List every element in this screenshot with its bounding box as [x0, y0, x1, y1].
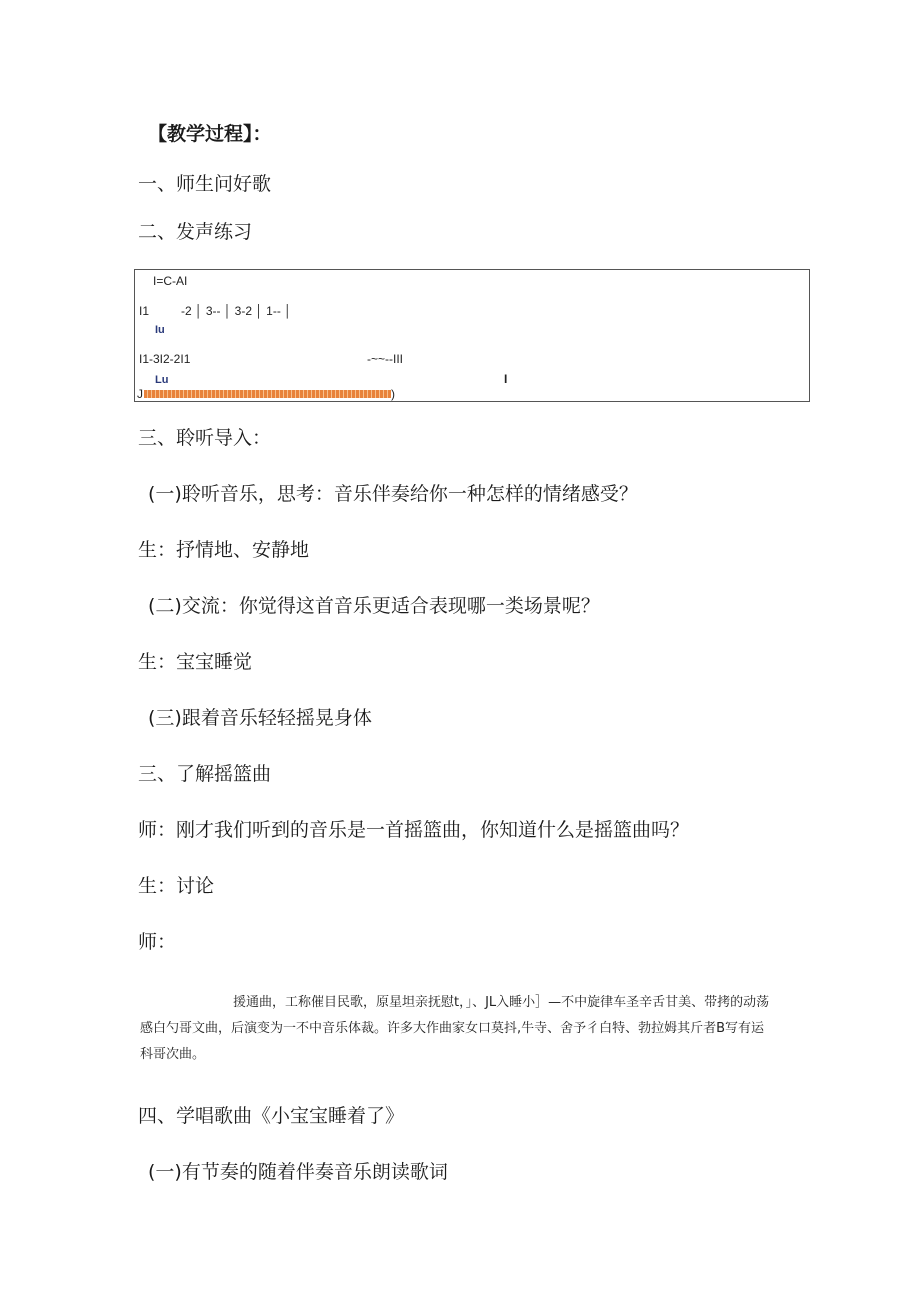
answer-1: 生：抒情地、安静地	[138, 539, 310, 561]
student-line: 生：讨论	[138, 875, 215, 897]
score-row2-start: I1-3I2-2I1	[139, 352, 191, 366]
answer-2: 生：宝宝睡觉	[138, 651, 253, 673]
score-row1-start: I1	[139, 304, 150, 318]
section-heading: 【教学过程】：	[148, 123, 272, 145]
score-key: I=C-AI	[153, 274, 188, 288]
definition-line-2: 感白勺哥文曲，后演变为一不中音乐体裁。许多大作曲家女口莫抖,牛寺、舍予彳白特、勃拉姆其斤者B写有运	[140, 1021, 765, 1036]
section-2-title: 二、发声练习	[138, 221, 253, 243]
teacher-line-1: 师：刚才我们听到的音乐是一首摇篮曲，你知道什么是摇篮曲吗？	[138, 819, 690, 841]
score-bar-start: J	[137, 387, 143, 401]
definition-line-3: 科哥次曲。	[140, 1047, 206, 1062]
definition-line-1: 援通曲，工称催目民歌，原星坦亲抚慰t，」、JL入睡小］—不中旋律车圣辛舌甘美、带拷的动荡	[233, 995, 770, 1010]
question-2: (二)交流：你觉得这首音乐更适合表现哪一类场景呢？	[148, 595, 600, 617]
question-3: (三)跟着音乐轻轻摇晃身体	[148, 707, 372, 729]
score-lyric-lu2: Lu	[155, 374, 169, 386]
score-row1-notes: -2 │ 3-- │ 3-2 │ 1-- │	[181, 304, 292, 318]
score-bar-end: )	[391, 387, 395, 401]
vocal-exercise-score	[134, 269, 810, 402]
highlight-bar	[144, 390, 391, 398]
teacher-line-2: 师：	[138, 931, 177, 953]
score-mark: I	[504, 372, 508, 386]
section-4-title: 四、学唱歌曲《小宝宝睡着了》	[138, 1105, 405, 1127]
score-lyric-lu1: Iu	[155, 324, 165, 336]
question-1: (一)聆听音乐，思考：音乐伴奏给你一种怎样的情绪感受？	[148, 483, 638, 505]
section-3b-title: 三、了解摇篮曲	[138, 763, 272, 785]
question-4: (一)有节奏的随着伴奏音乐朗读歌词	[148, 1161, 448, 1183]
score-row2-end: -~~--III	[367, 352, 404, 366]
section-1-title: 一、师生问好歌	[138, 173, 272, 195]
section-3-title: 三、聆听导入：	[138, 427, 272, 449]
